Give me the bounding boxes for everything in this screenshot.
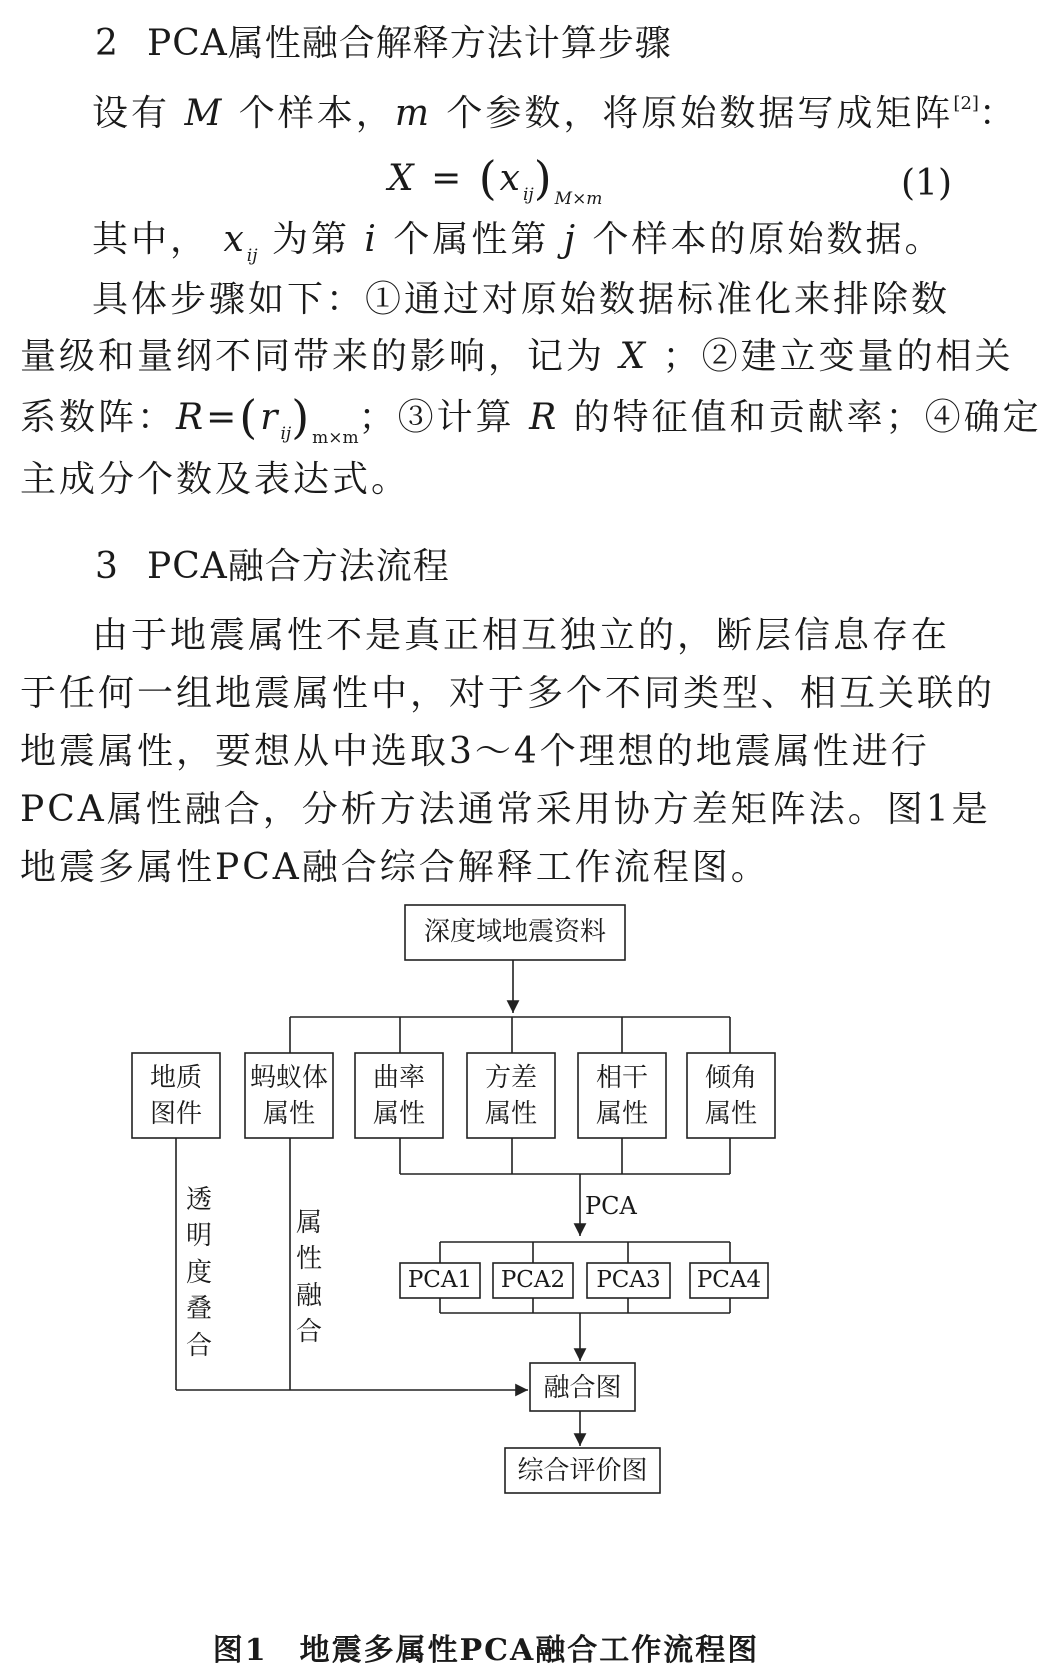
paragraph-3-line-2: 量级和量纲不同带来的影响，记为 X ；②建立变量的相关 xyxy=(20,336,1014,377)
flow-label-pca3: PCA3 xyxy=(596,1267,661,1293)
section-title: PCA属性融合解释方法计算步骤 xyxy=(147,23,672,64)
section-number: 2 xyxy=(95,23,119,64)
paragraph-2: 其中， $x_{ij}$ 为第 i 个属性第 j 个样本的原始数据。 xyxy=(92,219,944,266)
section-title: PCA融合方法流程 xyxy=(147,546,450,587)
flow-label-pca1: PCA1 xyxy=(407,1267,473,1293)
paragraph-3-line-3: 系数阵：$R=(r_{ij})_{m\times m}$；③计算 R 的特征值和贡献率；④确定 xyxy=(20,390,1042,448)
paragraph-4-line-3: 地震属性，要想从中选取3～4个理想的地震属性进行 xyxy=(20,731,930,772)
flow-label-fusion: 融合图 xyxy=(543,1373,622,1403)
flow-label-attr-1: 地质 图件 xyxy=(149,1063,202,1130)
paragraph-4-line-2: 于任何一组地震属性中，对于多个不同类型、相互关联的 xyxy=(20,673,996,714)
flow-label-attr-3: 曲率 属性 xyxy=(372,1063,425,1130)
flow-label-evaluation: 综合评价图 xyxy=(517,1456,648,1486)
figure-caption: 图1 地震多属性PCA融合工作流程图 xyxy=(212,1633,760,1668)
equation-1: $X = (x_{ij})_{M\times m}$ xyxy=(388,151,603,209)
flow-label-attr-5: 相干 属性 xyxy=(595,1063,648,1130)
flow-label-pca4: PCA4 xyxy=(696,1267,762,1293)
flow-label-top: 深度域地震资料 xyxy=(423,917,606,947)
flow-label-pca: PCA xyxy=(585,1192,637,1220)
paragraph-1: 设有 M 个样本，m 个参数，将原始数据写成矩阵[2]： xyxy=(92,93,1018,134)
flow-label-attr-6: 倾角 属性 xyxy=(704,1063,757,1130)
paragraph-4-line-4: PCA属性融合，分析方法通常采用协方差矩阵法。图1是 xyxy=(20,789,991,830)
flow-label-attr-4: 方差 属性 xyxy=(484,1063,537,1130)
side-label-attribute-fusion: 属性融合 xyxy=(295,1208,322,1348)
flow-label-attr-2: 蚂蚁体 属性 xyxy=(249,1063,328,1130)
section-number: 3 xyxy=(95,546,119,587)
equation-number: (1) xyxy=(901,163,952,204)
paragraph-3-line-4: 主成分个数及表达式。 xyxy=(20,459,411,500)
flow-label-pca2: PCA2 xyxy=(500,1267,566,1293)
paragraph-4-line-5: 地震多属性PCA融合综合解释工作流程图。 xyxy=(20,847,770,888)
citation-ref[interactable]: [2] xyxy=(953,93,979,114)
side-label-transparency-overlay: 透明度叠合 xyxy=(185,1185,212,1361)
paragraph-3-line-1: 具体步骤如下：①通过对原始数据标准化来排除数 xyxy=(92,279,951,320)
paragraph-4-line-1: 由于地震属性不是真正相互独立的，断层信息存在 xyxy=(92,615,951,656)
